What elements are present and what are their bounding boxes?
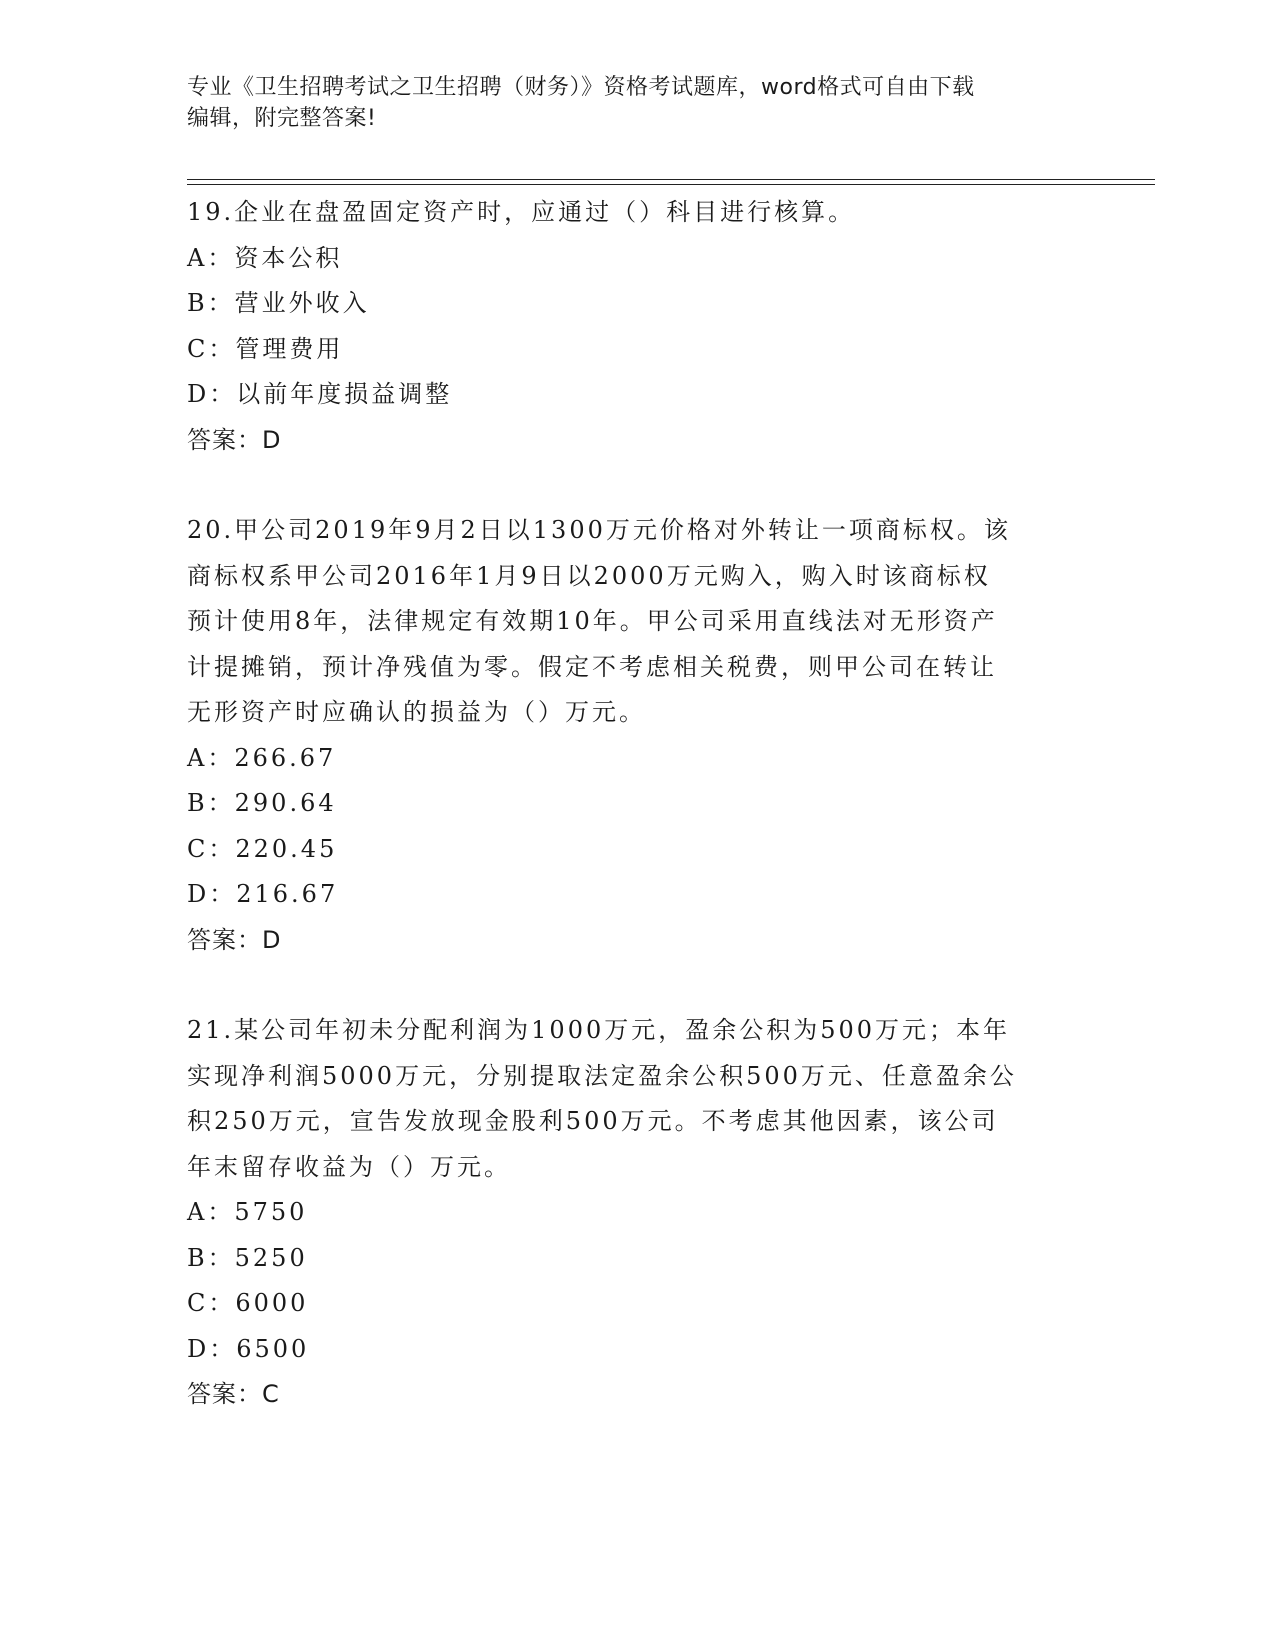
header-line-2: 编辑，附完整答案! [187,106,377,131]
question-21 [187,1008,1087,1418]
option-d: D：216.67 [187,880,339,908]
question-stem-line: 20.甲公司2019年9月2日以1300万元价格对外转让一项商标权。该 [187,516,1011,544]
question-stem-line: 19.企业在盘盈固定资产时，应通过（）科目进行核算。 [187,198,856,226]
option-c: C：220.45 [187,834,338,863]
option-a: A：资本公积 [187,243,343,272]
option-b: B：营业外收入 [187,289,370,317]
answer-label: 答案：C [187,1380,280,1408]
option-a: A：266.67 [187,743,337,772]
question-list [187,190,1087,1418]
question-stem-line: 预计使用8年，法律规定有效期10年。甲公司采用直线法对无形资产 [187,607,998,635]
question-stem-line: 积250万元，宣告发放现金股利500万元。不考虑其他因素，该公司 [187,1107,999,1135]
document-header [187,72,1087,134]
question-19 [187,190,1087,463]
question-stem-line: 年末留存收益为（）万元。 [187,1152,511,1181]
question-stem-line: 实现净利润5000万元，分别提取法定盈余公积500万元、任意盈余公 [187,1061,1017,1090]
option-c: C：6000 [187,1289,309,1317]
option-b: B：290.64 [187,789,337,817]
option-c: C：管理费用 [187,334,344,363]
header-divider-bottom [187,184,1155,185]
option-d: D：6500 [187,1334,310,1363]
option-b: B：5250 [187,1243,308,1272]
question-spacer [187,463,1087,508]
question-spacer [187,963,1087,1008]
question-stem-line: 计提摊销，预计净残值为零。假定不考虑相关税费，则甲公司在转让 [187,652,997,681]
question-stem-line: 商标权系甲公司2016年1月9日以2000万元购入，购入时该商标权 [187,561,991,590]
question-stem-line: 无形资产时应确认的损益为（）万元。 [187,698,646,726]
question-stem-line: 21.某公司年初未分配利润为1000万元，盈余公积为500万元；本年 [187,1016,1011,1044]
header-line-1: 专业《卫生招聘考试之卫生招聘（财务）》资格考试题库，word格式可自由下载 [187,75,975,100]
answer-label: 答案：D [187,925,282,954]
answer-label: 答案：D [187,425,282,454]
question-20 [187,508,1087,963]
option-d: D：以前年度损益调整 [187,380,453,408]
option-a: A：5750 [187,1198,308,1226]
header-divider-top [187,179,1155,180]
